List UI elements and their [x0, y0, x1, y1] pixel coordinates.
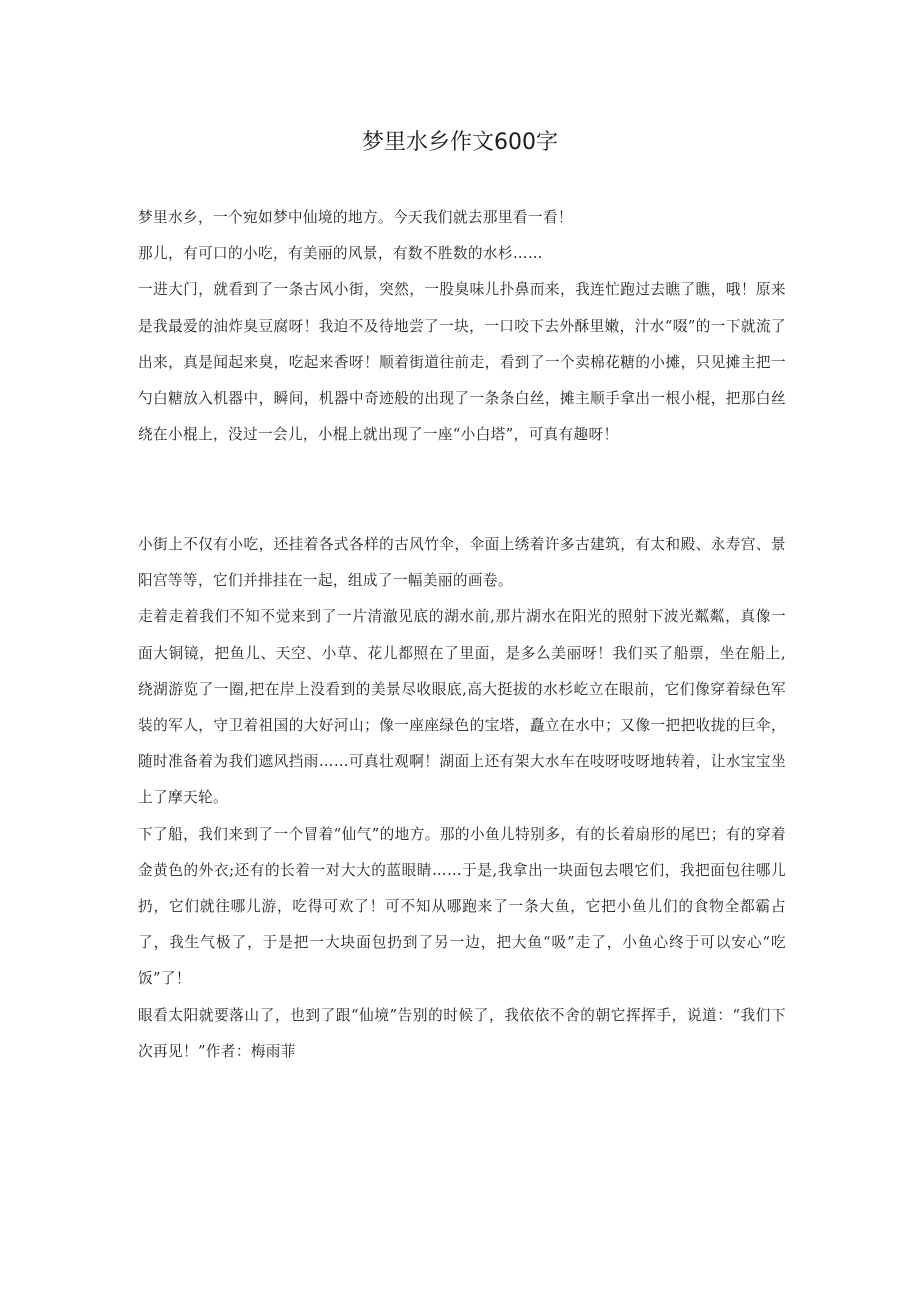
section-one: [138, 200, 786, 453]
paragraph: 那儿，有可口的小吃，有美丽的风景，有数不胜数的水杉……: [138, 245, 543, 263]
section-two: [138, 527, 786, 1070]
paragraph: 小街上不仅有小吃，还挂着各式各样的古风竹伞，伞面上绣着许多古建筑，有太和殿、永寿宫、景阳宫等等，它们并排挂在一起，组成了一幅美丽的画卷。: [138, 536, 786, 590]
document-title: 梦里水乡作文600字: [362, 130, 558, 155]
paragraph: 梦里水乡，一个宛如梦中仙境的地方。今天我们就去那里看一看！: [138, 209, 573, 226]
paragraph: 走着走着我们不知不觉来到了一片清澈见底的湖水前,那片湖水在阳光的照射下波光粼粼，真像一面大铜镜，把鱼儿、天空、小草、花儿都照在了里面，是多么美丽呀！我们买了船票，坐在船上,绕湖游览了一圈,把在岸上没看到的美景尽收眼底,高大挺拔的水杉屹立在眼前，它们像穿着绿色军装的军人，守卫着祖国的大好河山；像一座座绿色的宝塔，矗立在水中；又像一把把收拢的巨伞，随时准备着为我们遮风挡雨……可真壮观啊！湖面上还有架大水车在吱呀吱呀地转着，让水宝宝坐上了摩天轮。: [138, 608, 786, 807]
paragraph: 下了船，我们来到了一个冒着“仙气”的地方。那的小鱼儿特别多，有的长着扇形的尾巴；有的穿着金黄色的外衣;还有的长着一对大大的蓝眼睛……于是,我拿出一块面包去喂它们，我把面包往哪儿扔，它们就往哪儿游，吃得可欢了！可不知从哪跑来了一条大鱼，它把小鱼儿们的食物全都霸占了，我生气极了，于是把一大块面包扔到了另一边，把大鱼“吸”走了，小鱼心终于可以安心“吃饭”了！: [138, 825, 786, 988]
paragraph: 一进大门，就看到了一条古风小街，突然，一股臭味儿扑鼻而来，我连忙跑过去瞧了瞧，哦！原来是我最爱的油炸臭豆腐呀！我迫不及待地尝了一块，一口咬下去外酥里嫩，汁水“啜”的一下就流了出来，真是闻起来臭，吃起来香呀！顺着街道往前走，看到了一个卖棉花糖的小摊，只见摊主把一勺白糖放入机器中，瞬间，机器中奇迹般的出现了一条条白丝，摊主顺手拿出一根小棍，把那白丝绕在小棍上，没过一会儿，小棍上就出现了一座“小白塔”，可真有趣呀！: [138, 281, 786, 444]
paragraph: 眼看太阳就要落山了，也到了跟“仙境”告别的时候了，我依依不舍的朝它挥挥手，说道：“我们下次再见！”作者：梅雨菲: [138, 1006, 786, 1060]
